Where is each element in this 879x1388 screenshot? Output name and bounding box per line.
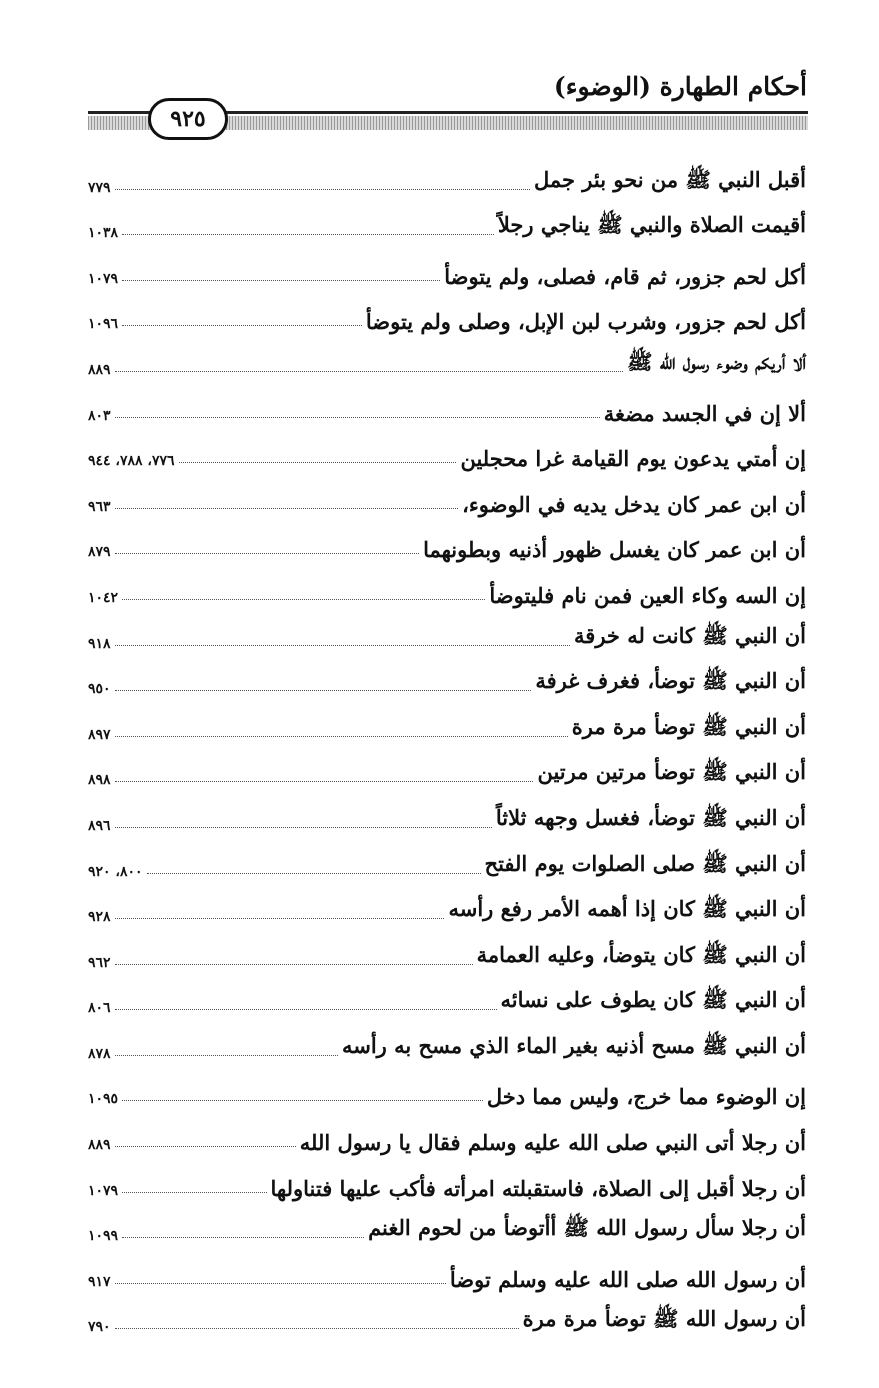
dot-leader — [122, 1192, 266, 1193]
index-entry — [88, 1159, 806, 1205]
dot-leader — [115, 371, 624, 372]
dot-leader — [115, 1146, 296, 1147]
index-entry — [88, 931, 806, 977]
index-entry — [88, 703, 806, 749]
index-entry — [88, 1022, 806, 1068]
entry-text: أن ابن عمر كان يغسل ظهور أذنيه وبطونهما — [423, 537, 806, 563]
index-entry — [88, 977, 806, 1023]
dot-leader — [115, 781, 534, 782]
dot-leader — [122, 599, 485, 600]
index-entry — [88, 1205, 806, 1251]
index-entry — [88, 612, 806, 658]
entry-page-numbers: ٨٧٨ — [88, 1045, 111, 1062]
running-header-title: أحكام الطهارة (الوضوء) — [553, 72, 807, 101]
entry-page-numbers: ١٠٩٩ — [88, 1228, 119, 1245]
dot-leader — [115, 736, 568, 737]
entry-page-numbers: ٩١٨ — [88, 635, 111, 652]
entry-page-numbers: ١٠٧٩ — [88, 1182, 119, 1199]
entry-text: أن النبي ﷺ مسح أذنيه بغير الماء الذي مسح به رأسه — [341, 1032, 806, 1058]
dot-leader — [122, 280, 440, 281]
entry-page-numbers: ٨٩٦ — [88, 817, 111, 834]
dot-leader — [115, 553, 420, 554]
entry-page-numbers: ٩٦٣ — [88, 498, 111, 515]
dot-leader — [115, 1055, 338, 1056]
dot-leader — [122, 1100, 483, 1101]
entry-page-numbers: ٨٠٣ — [88, 407, 111, 424]
index-entry — [88, 247, 806, 293]
index-entry — [88, 1250, 806, 1296]
dot-leader — [115, 964, 473, 965]
index-entry — [88, 475, 806, 521]
entry-text: أقبل النبي ﷺ من نحو بئر جمل — [533, 166, 806, 192]
entry-text: أن رجلا سأل رسول الله ﷺ أأتوضأ من لحوم الغنم — [368, 1215, 806, 1241]
entry-text: أن النبي ﷺ توضأ، فغرف غرفة — [535, 668, 806, 694]
dot-leader — [115, 918, 445, 919]
dot-leader — [115, 690, 532, 691]
entry-page-numbers: ٩٥٠ — [88, 681, 111, 698]
entry-page-numbers: ١٠٣٨ — [88, 225, 119, 242]
index-entry — [88, 840, 806, 886]
entry-page-numbers: ٨٠٦ — [88, 1000, 111, 1017]
dot-leader — [147, 873, 481, 874]
entry-text: أن النبي ﷺ كان يتوضأ، وعليه العمامة — [476, 941, 806, 967]
dot-leader — [115, 827, 492, 828]
dot-leader — [115, 189, 530, 190]
entry-text: ألا أريكم وضوء رسول الله ﷺ — [627, 348, 806, 374]
entry-text: إن السه وكاء العين فمن نام فليتوضأ — [489, 582, 806, 608]
index-entry — [88, 1113, 806, 1159]
entry-page-numbers: ٨٩٧ — [88, 726, 111, 743]
index-entry — [88, 384, 806, 430]
entry-page-numbers: ٨٨٩ — [88, 361, 111, 378]
entry-text: أن النبي ﷺ كان يطوف على نسائه — [500, 987, 806, 1013]
entry-page-numbers: ٩١٧ — [88, 1273, 111, 1290]
entry-page-numbers: ٨٧٩ — [88, 544, 111, 561]
index-entry — [88, 156, 806, 202]
entry-page-numbers: ٨٩٨ — [88, 772, 111, 789]
entry-text: أن النبي ﷺ صلى الصلوات يوم الفتح — [484, 850, 806, 876]
dot-leader — [115, 508, 459, 509]
dot-leader — [122, 1237, 364, 1238]
entry-text: أكل لحم جزور، ثم قام، فصلى، ولم يتوضأ — [444, 263, 806, 289]
entry-text: أن النبي ﷺ توضأ، فغسل وجهه ثلاثاً — [495, 804, 806, 830]
entry-text: ألا إن في الجسد مضغة — [603, 400, 806, 426]
page-number-badge: ٩٢٥ — [148, 98, 228, 140]
entry-page-numbers: ٩٢٨ — [88, 909, 111, 926]
entry-page-numbers: ٨٠٠، ٩٢٠ — [88, 863, 143, 880]
entry-text: أن رجلا أتى النبي صلى الله عليه وسلم فقال يا رسول الله — [299, 1130, 806, 1156]
dot-leader — [122, 325, 362, 326]
dot-leader — [115, 1009, 497, 1010]
entry-page-numbers: ٩٦٢ — [88, 954, 111, 971]
entry-page-numbers: ٨٨٩ — [88, 1137, 111, 1154]
hadith-index-list — [88, 156, 806, 1341]
entry-text: إن الوضوء مما خرج، وليس مما دخل — [486, 1084, 806, 1110]
entry-text: أن النبي ﷺ توضأ مرة مرة — [571, 713, 806, 739]
dot-leader — [122, 234, 494, 235]
entry-text: إن أمتي يدعون يوم القيامة غرا محجلين — [460, 446, 806, 472]
entry-text: أقيمت الصلاة والنبي ﷺ يناجي رجلاً — [497, 212, 806, 238]
index-entry — [88, 338, 806, 384]
entry-page-numbers: ١٠٩٦ — [88, 316, 119, 333]
dot-leader — [115, 645, 570, 646]
index-entry — [88, 886, 806, 932]
entry-text: أن النبي ﷺ كانت له خرقة — [574, 622, 806, 648]
entry-page-numbers: ٧٧٩ — [88, 179, 111, 196]
entry-text: أن ابن عمر كان يدخل يديه في الوضوء، — [462, 491, 806, 517]
entry-text: أكل لحم جزور، وشرب لبن الإبل، وصلى ولم يتوضأ — [365, 309, 806, 335]
entry-text: أن النبي ﷺ كان إذا أهمه الأمر رفع رأسه — [448, 896, 806, 922]
index-entry — [88, 202, 806, 248]
entry-text: أن النبي ﷺ توضأ مرتين مرتين — [537, 759, 806, 785]
entry-text: أن رسول الله ﷺ توضأ مرة مرة — [522, 1306, 806, 1332]
entry-page-numbers: ١٠٧٩ — [88, 270, 119, 287]
index-entry — [88, 566, 806, 612]
index-entry — [88, 293, 806, 339]
dot-leader — [179, 462, 457, 463]
index-entry — [88, 1296, 806, 1342]
entry-page-numbers: ٧٩٠ — [88, 1319, 111, 1336]
entry-text: أن رسول الله صلى الله عليه وسلم توضأ — [449, 1266, 806, 1292]
index-entry — [88, 430, 806, 476]
entry-page-numbers: ١٠٩٥ — [88, 1091, 119, 1108]
dot-leader — [115, 1283, 446, 1284]
index-entry — [88, 1068, 806, 1114]
entry-page-numbers: ٧٧٦، ٧٨٨، ٩٤٤ — [88, 453, 175, 470]
dot-leader — [115, 417, 600, 418]
index-entry — [88, 749, 806, 795]
index-entry — [88, 658, 806, 704]
entry-page-numbers: ١٠٤٢ — [88, 589, 119, 606]
index-entry — [88, 794, 806, 840]
dot-leader — [115, 1328, 519, 1329]
entry-text: أن رجلا أقبل إلى الصلاة، فاستقبلته امرأته فأكب عليها فتناولها — [270, 1175, 806, 1201]
index-entry — [88, 521, 806, 567]
